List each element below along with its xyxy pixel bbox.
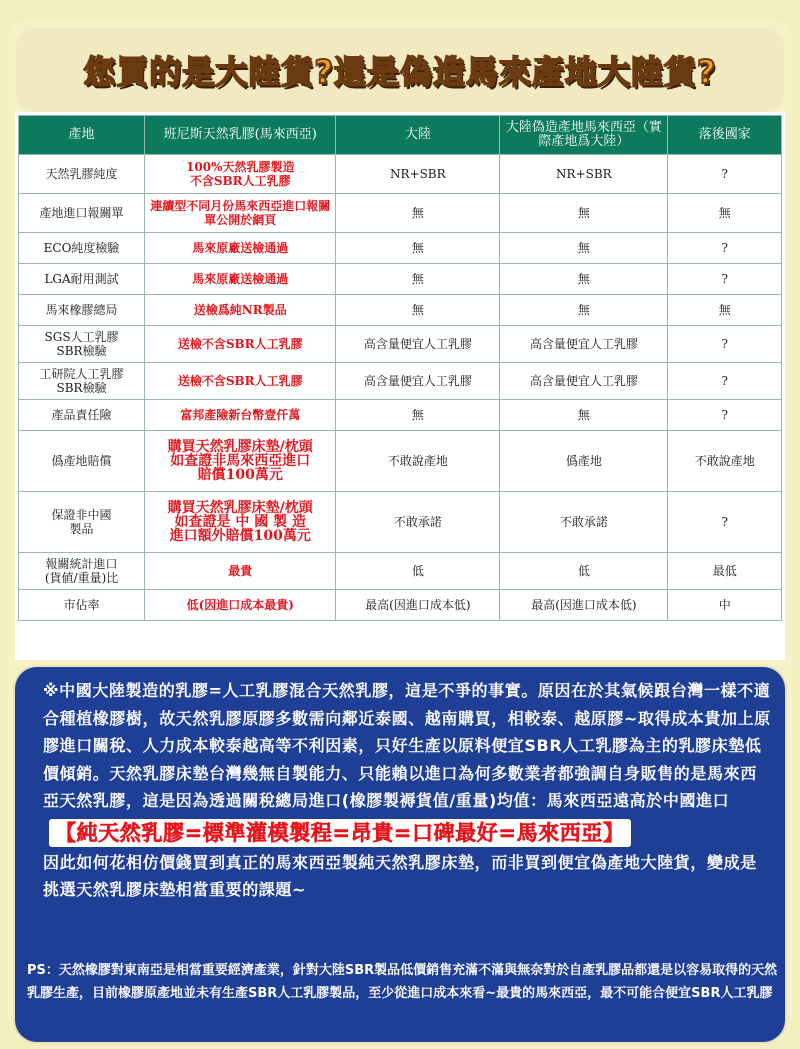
highlight-banner: 【純天然乳膠=標準灌模製程=昂貴=口碑最好=馬來西亞】	[49, 819, 631, 847]
row-label: 馬來橡膠總局	[19, 295, 145, 326]
table-row	[19, 194, 782, 233]
cell-malaysia: 低(因進口成本最貴)	[145, 590, 336, 621]
cell-undeveloped: ?	[668, 233, 782, 264]
cell-mainland: 高含量便宜人工乳膠	[336, 363, 500, 400]
cell-undeveloped: ?	[668, 492, 782, 553]
table-row	[19, 363, 782, 400]
cell-mainland: 不敢承諾	[336, 492, 500, 553]
cell-fake-malaysia: 無	[500, 233, 668, 264]
row-label: LGA耐用測試	[19, 264, 145, 295]
cell-fake-malaysia: 無	[500, 194, 668, 233]
cell-malaysia: 連續型不同月份馬來西亞進口報關單公開於網頁	[145, 194, 336, 233]
cell-mainland: 低	[336, 553, 500, 590]
table-header-row	[19, 116, 782, 155]
cell-mainland: 無	[336, 264, 500, 295]
cell-undeveloped: 無	[668, 295, 782, 326]
comparison-table	[18, 115, 782, 621]
table-row	[19, 553, 782, 590]
cell-mainland: 不敢說產地	[336, 431, 500, 492]
cell-malaysia: 最貴	[145, 553, 336, 590]
table-row	[19, 492, 782, 553]
row-label: 市佔率	[19, 590, 145, 621]
row-label: 工研院人工乳膠 SBR檢驗	[19, 363, 145, 400]
comparison-table-container	[15, 112, 785, 660]
ps-note: PS：天然橡膠對東南亞是相當重要經濟產業，針對大陸SBR製品低價銷售充滿不滿與無奈對於自產乳膠品都還是以容易取得的天然乳膠生產，目前橡膠原產地並未有生產SBR人工乳膠製品，至少從進口成本來看~最貴的馬來西亞，最不可能合便宜SBR人工乳膠	[27, 963, 778, 1001]
cell-malaysia: 馬來原廠送檢通過	[145, 233, 336, 264]
cell-mainland: 無	[336, 295, 500, 326]
cell-fake-malaysia: 僞產地	[500, 431, 668, 492]
table-row	[19, 264, 782, 295]
cell-mainland: NR+SBR	[336, 155, 500, 194]
header-undeveloped: 落後國家	[668, 116, 782, 155]
cell-malaysia: 送檢不含SBR人工乳膠	[145, 363, 336, 400]
cell-undeveloped: ?	[668, 400, 782, 431]
cell-fake-malaysia: 無	[500, 264, 668, 295]
table-row	[19, 326, 782, 363]
cell-mainland: 最高(因進口成本低)	[336, 590, 500, 621]
header-mainland: 大陸	[336, 116, 500, 155]
cell-malaysia: 100%天然乳膠製造 不含SBR人工乳膠	[145, 155, 336, 194]
cell-fake-malaysia: 高含量便宜人工乳膠	[500, 363, 668, 400]
row-label: 產品責任險	[19, 400, 145, 431]
header-origin: 產地	[19, 116, 145, 155]
cell-mainland: 高含量便宜人工乳膠	[336, 326, 500, 363]
row-label: 產地進口報關單	[19, 194, 145, 233]
header-fake-malaysia: 大陸偽造產地馬來西亞（實際產地爲大陸）	[500, 116, 668, 155]
cell-undeveloped: 中	[668, 590, 782, 621]
cell-fake-malaysia: 無	[500, 400, 668, 431]
cell-undeveloped: 不敢說產地	[668, 431, 782, 492]
table-row	[19, 431, 782, 492]
cell-fake-malaysia: 不敢承諾	[500, 492, 668, 553]
cell-undeveloped: ?	[668, 363, 782, 400]
header-malaysia: 班尼斯天然乳膠(馬來西亞)	[145, 116, 336, 155]
cell-malaysia: 送檢爲純NR製品	[145, 295, 336, 326]
cell-mainland: 無	[336, 194, 500, 233]
cell-fake-malaysia: 最高(因進口成本低)	[500, 590, 668, 621]
table-row	[19, 295, 782, 326]
cell-malaysia: 馬來原廠送檢通過	[145, 264, 336, 295]
row-label: 報關統計進口 (貨値/重量)比	[19, 553, 145, 590]
row-label: ECO純度檢驗	[19, 233, 145, 264]
cell-fake-malaysia: 無	[500, 295, 668, 326]
cell-undeveloped: 無	[668, 194, 782, 233]
table-row	[19, 155, 782, 194]
row-label: SGS人工乳膠 SBR檢驗	[19, 326, 145, 363]
explanation-panel	[15, 667, 785, 1042]
cell-mainland: 無	[336, 233, 500, 264]
cell-malaysia: 富邦產險新台幣壹仟萬	[145, 400, 336, 431]
cell-malaysia: 購買天然乳膠床墊/枕頭 如查證是 中 國 製 造 進口額外賠償100萬元	[145, 492, 336, 553]
cell-mainland: 無	[336, 400, 500, 431]
cell-undeveloped: ?	[668, 326, 782, 363]
cell-malaysia: 送檢不含SBR人工乳膠	[145, 326, 336, 363]
cell-undeveloped: 最低	[668, 553, 782, 590]
table-row	[19, 590, 782, 621]
cell-undeveloped: ?	[668, 155, 782, 194]
cell-fake-malaysia: 低	[500, 553, 668, 590]
page-title: 您買的是大陸貨?還是偽造馬來產地大陸貨?	[83, 53, 717, 91]
cell-malaysia: 購買天然乳膠床墊/枕頭 如查證非馬來西亞進口 賠償100萬元	[145, 431, 336, 492]
row-label: 天然乳膠純度	[19, 155, 145, 194]
row-label: 保證非中國 製品	[19, 492, 145, 553]
cell-fake-malaysia: 高含量便宜人工乳膠	[500, 326, 668, 363]
conclusion-paragraph: 因此如何花相仿價錢買到真正的馬來西亞製純天然乳膠床墊，而非買到便宜偽產地大陸貨，變成是挑選天然乳膠床墊相當重要的課題~	[43, 852, 757, 899]
cell-undeveloped: ?	[668, 264, 782, 295]
row-label: 僞產地賠償	[19, 431, 145, 492]
explanation-paragraph: ※中國大陸製造的乳膠=人工乳膠混合天然乳膠，這是不爭的事實。原因在於其氣候跟台灣一樣不適合種植橡膠樹，故天然乳膠原膠多數需向鄰近泰國、越南購買，相較泰、越原膠~取得成本貴加上原膠進口關稅、人力成本較泰越高等不利因素，只好生產以原料便宜SBR人工乳膠為主的乳膠床墊低價傾銷。天然乳膠床墊台灣幾無自製能力、只能賴以進口為何多數業者都強調自身販售的是馬來西亞天然乳膠，這是因為透過關稅總局進口(橡膠製褥貨值/重量)均值：馬來西亞遠高於中國進口	[43, 681, 771, 810]
table-row	[19, 400, 782, 431]
title-banner	[16, 28, 784, 112]
cell-fake-malaysia: NR+SBR	[500, 155, 668, 194]
table-row	[19, 233, 782, 264]
